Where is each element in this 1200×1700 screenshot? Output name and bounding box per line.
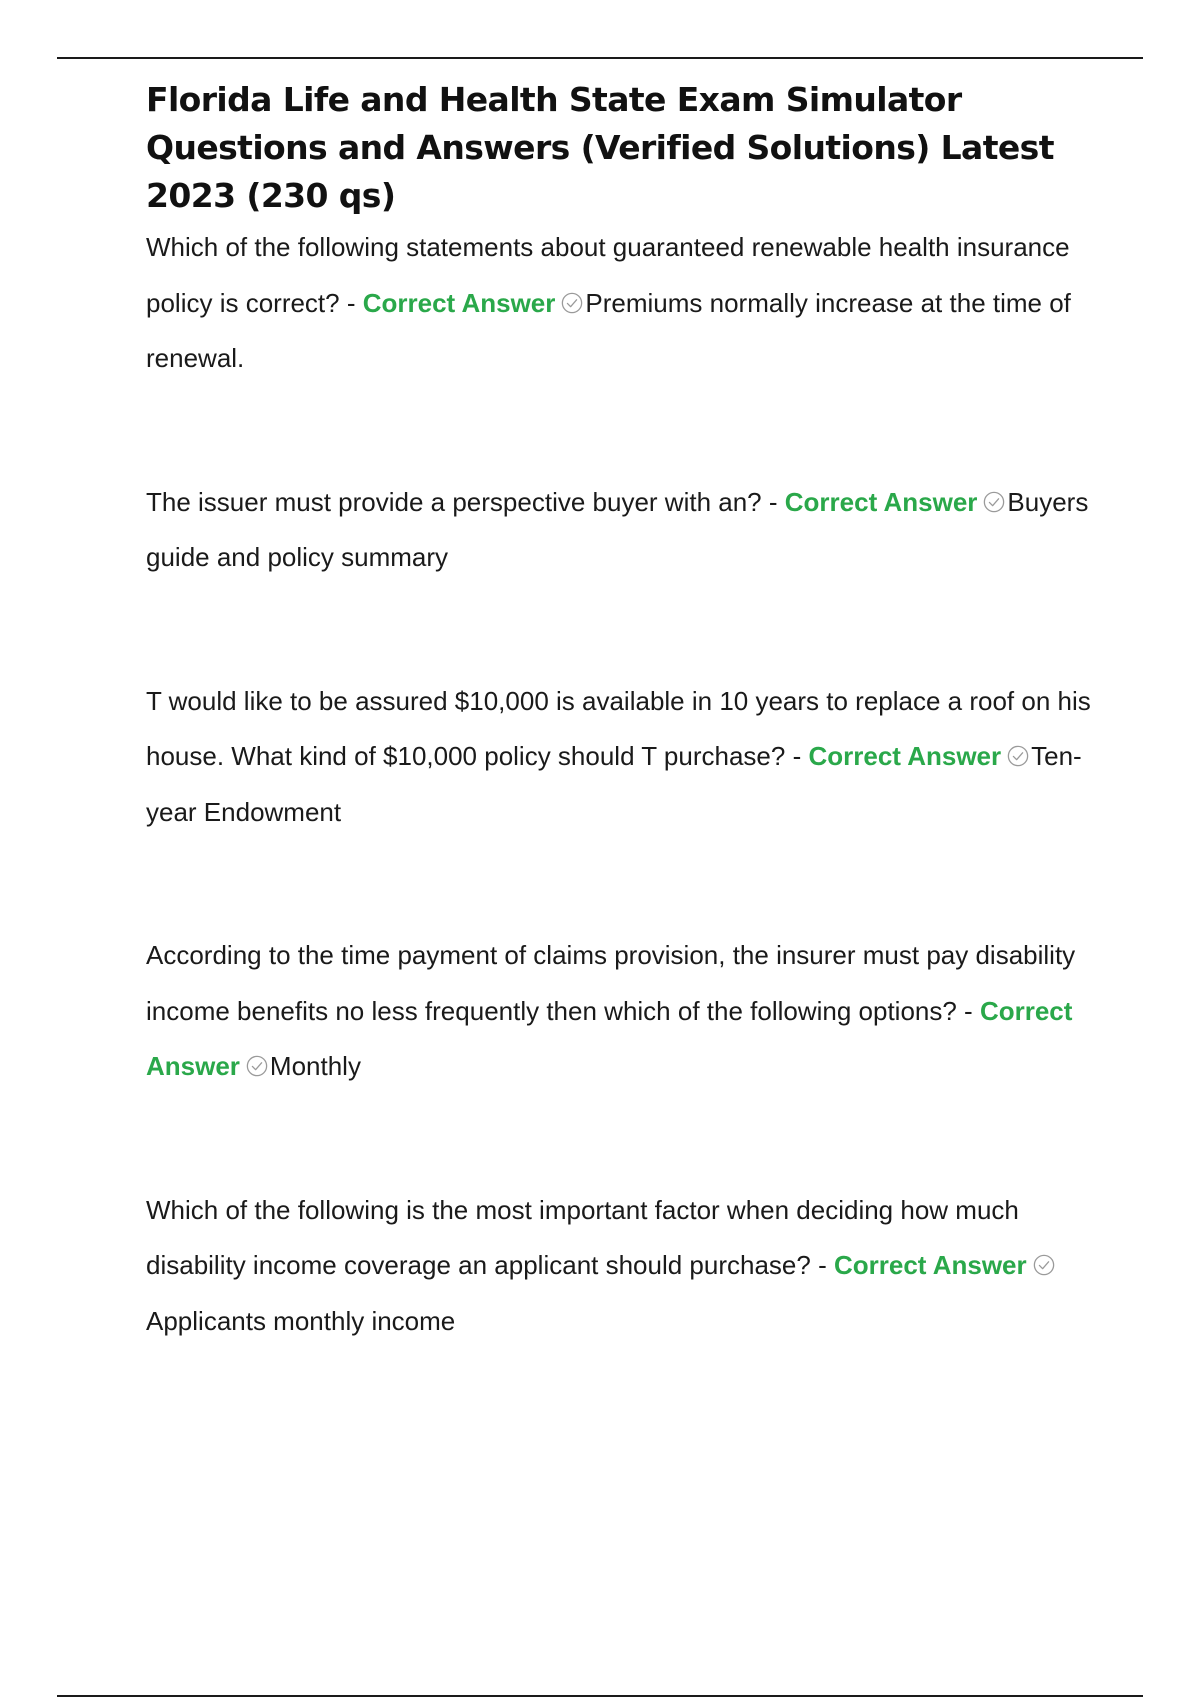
answer-text: Premiums normally increase at the time of renewal. xyxy=(146,287,1071,373)
separator: - xyxy=(956,995,980,1026)
question-text: Which of the following is the most important factor when deciding how much disability income coverage an applicant should purchase? xyxy=(146,1194,1019,1280)
correct-answer-label: Correct Answer xyxy=(362,287,556,318)
correct-answer-label: Correct Answer xyxy=(146,995,1073,1081)
bottom-rule xyxy=(57,1695,1143,1697)
top-rule xyxy=(57,57,1143,59)
question-text: According to the time payment of claims provision, the insurer must pay disability income benefits no less frequently then which of the following options? xyxy=(146,940,1076,1026)
qa-item xyxy=(146,1183,1106,1350)
answer-text: Applicants monthly income xyxy=(146,1305,456,1336)
correct-answer-label: Correct Answer xyxy=(833,1250,1027,1280)
document-body xyxy=(146,76,1106,1349)
qa-item xyxy=(146,674,1106,841)
qa-list xyxy=(146,220,1106,1349)
check-circle-icon xyxy=(983,491,1005,513)
correct-answer-label: Correct Answer xyxy=(784,486,978,517)
question-text: T would like to be assured $10,000 is available in 10 years to replace a roof on his house. What kind of $10,000 policy should T purchase? xyxy=(146,685,1091,771)
separator: - xyxy=(339,287,363,318)
qa-item xyxy=(146,220,1106,387)
separator: - xyxy=(761,486,785,517)
answer-text: Monthly xyxy=(269,1051,361,1081)
separator: - xyxy=(785,741,809,771)
qa-item xyxy=(146,928,1106,1095)
separator: - xyxy=(810,1250,834,1280)
question-text: Which of the following statements about guaranteed renewable health insurance policy is correct? xyxy=(146,232,1070,318)
check-circle-icon xyxy=(561,292,583,314)
check-circle-icon xyxy=(1033,1254,1055,1276)
correct-answer-label: Correct Answer xyxy=(808,741,1002,771)
document-title: Florida Life and Health State Exam Simulator Questions and Answers (Verified Solutions) Latest 2023 (230 qs) xyxy=(146,80,1054,215)
question-text: The issuer must provide a perspective buyer with an? xyxy=(146,486,762,517)
check-circle-icon xyxy=(1007,745,1029,767)
answer-text: Buyers guide and policy summary xyxy=(146,486,1089,572)
check-circle-icon xyxy=(246,1055,268,1077)
qa-item xyxy=(146,475,1106,586)
answer-text: Ten-year Endowment xyxy=(146,741,1082,827)
